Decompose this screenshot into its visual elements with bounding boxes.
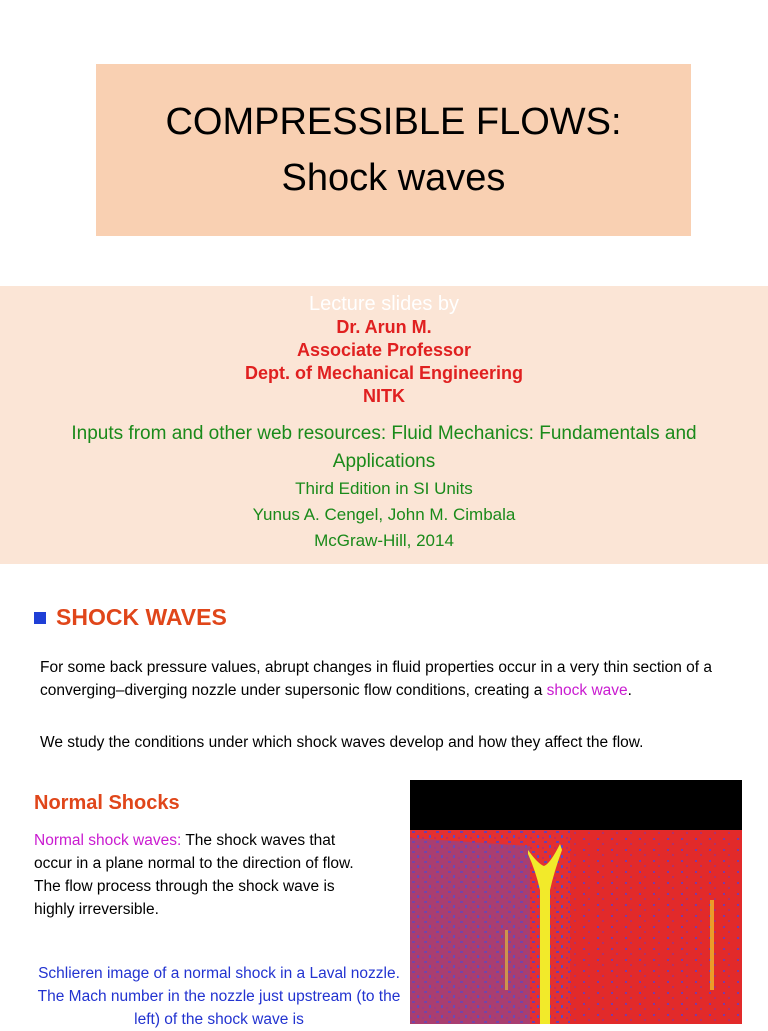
intro-text: For some back pressure values, abrupt changes in fluid properties occur in a very thin section of a converging–diverging nozzle under supersonic flow conditions, creating a [40,659,713,699]
intro-period: . [627,682,632,699]
shock-wave-term: shock wave [546,682,628,699]
slide-subtitle: Shock waves [281,157,506,199]
author-institute: NITK [363,386,405,406]
author-department: Dept. of Mechanical Engineering [244,363,524,383]
intro-paragraph [40,656,740,702]
square-bullet-icon [34,612,46,624]
book-authors: Yunus A. Cengel, John M. Cimbala [252,505,516,524]
schlieren-caption: Schlieren image of a normal shock in a Laval nozzle. The Mach number in the nozzle just upstream (to the left) of the shock wave is [37,965,401,1028]
title-box [96,64,691,236]
section-heading [34,604,227,631]
inputs-credit: Inputs from and other web resources: Fluid Mechanics: Fundamentals and Applications [71,423,697,472]
author-box [0,286,768,564]
author-position: Associate Professor [296,340,472,360]
study-paragraph: We study the conditions under which shock waves develop and how they affect the flow. [40,734,644,751]
section-title: SHOCK WAVES [56,604,227,630]
author-name: Dr. Arun M. [336,317,432,337]
slide-title: COMPRESSIBLE FLOWS: [165,101,622,143]
normal-shock-description: The shock waves that occur in a plane normal to the direction of flow. The flow process through the shock wave is highly irreversible. [34,832,354,918]
normal-shock-definition [34,829,354,921]
shock-waves-slide [0,564,768,1028]
schlieren-image [410,780,742,1024]
normal-shock-term: Normal shock waves: [34,832,182,849]
book-publisher: McGraw-Hill, 2014 [314,531,454,550]
book-edition: Third Edition in SI Units [295,479,473,498]
lecture-by-label: Lecture slides by [308,293,460,315]
normal-shocks-heading: Normal Shocks [34,792,180,814]
